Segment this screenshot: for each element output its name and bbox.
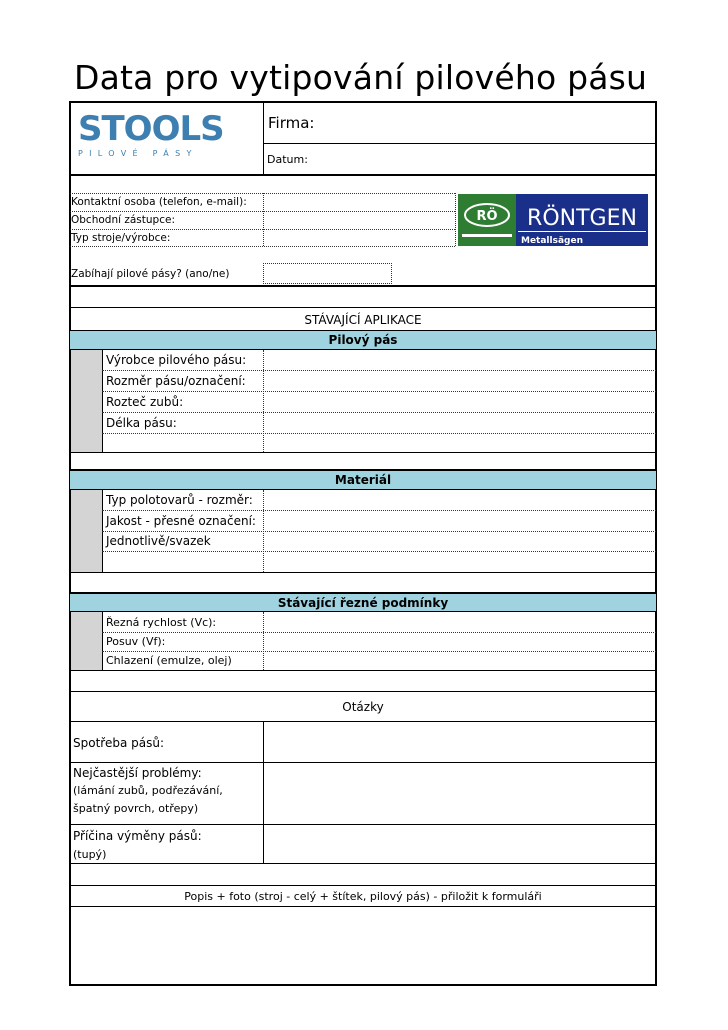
problemy-label: Nejčastější problémy: xyxy=(73,766,202,780)
problemy-hint-2: špatný povrch, otřepy) xyxy=(73,802,199,815)
rezne-grid-vline xyxy=(102,612,103,670)
section-divider xyxy=(70,307,656,308)
obchodni-label: Obchodní zástupce: xyxy=(71,214,175,226)
vyrobce-pasu-field[interactable] xyxy=(265,351,655,369)
pilovy-pas-header: Pilový pás xyxy=(70,330,656,350)
jakost-field[interactable] xyxy=(265,512,655,530)
footer-note: Popis + foto (stroj - celý + štítek, pilový pás) - přiložit k formuláři xyxy=(184,890,542,903)
material-header: Materiál xyxy=(70,470,656,490)
pilovy-pas-row: Délka pásu: xyxy=(106,416,177,430)
pricina-field[interactable] xyxy=(265,825,655,862)
section-divider xyxy=(70,691,656,692)
pilovy-pas-gray-column xyxy=(71,350,102,452)
firma-underline xyxy=(264,143,656,144)
jednotlive-svazek-field[interactable] xyxy=(265,532,655,550)
kontakt-field[interactable] xyxy=(265,194,453,210)
stools-logo-tagline: PILOVÉ PÁSY xyxy=(78,149,198,158)
material-row: Jednotlivě/svazek xyxy=(106,534,211,548)
pilovy-pas-grid-line xyxy=(102,391,656,392)
pilovy-pas-row: Rozměr pásu/označení: xyxy=(106,374,246,388)
roentgen-rule xyxy=(518,231,646,232)
roentgen-logo xyxy=(458,194,648,246)
section-divider xyxy=(70,885,656,886)
pilovy-pas-grid-vline xyxy=(263,350,264,452)
problemy-hint-1: (lámání zubů, podřezávání, xyxy=(73,784,223,797)
pricina-hint: (tupý) xyxy=(73,848,107,861)
material-gray-column xyxy=(71,490,102,572)
rezne-grid-vline xyxy=(263,612,264,670)
pilovy-pas-grid-line xyxy=(102,433,656,434)
kontakt-label: Kontaktní osoba (telefon, e-mail): xyxy=(71,196,247,208)
contact-grid-vline xyxy=(455,193,456,246)
problemy-field[interactable] xyxy=(265,763,655,823)
otazky-grid-line xyxy=(70,863,656,864)
obchodni-field[interactable] xyxy=(265,212,453,228)
typ-stroje-label: Typ stroje/výrobce: xyxy=(71,232,171,244)
zabihaji-label: Zabíhají pilové pásy? (ano/ne) xyxy=(71,268,230,280)
firma-label: Firma: xyxy=(268,114,315,132)
stools-logo-wordmark: STOOLS xyxy=(78,109,224,149)
material-grid-line xyxy=(102,510,656,511)
zabihaji-field[interactable] xyxy=(263,263,392,284)
material-row: Jakost - přesné označení: xyxy=(106,514,256,528)
pilovy-pas-bottom xyxy=(70,452,656,453)
otazky-grid-vline xyxy=(263,721,264,863)
spotreba-label: Spotřeba pásů: xyxy=(73,736,164,750)
pricina-label: Příčina výměny pásů: xyxy=(73,829,202,843)
roentgen-brand-text: RÖNTGEN xyxy=(527,206,637,231)
rezne-bottom xyxy=(70,670,656,671)
roentgen-badge-underline xyxy=(462,234,512,237)
section-title: STÁVAJÍCÍ APLIKACE xyxy=(304,313,422,327)
delka-pasu-field[interactable] xyxy=(265,414,655,432)
roentgen-badge-text: RÖ xyxy=(476,209,498,224)
datum-label: Datum: xyxy=(267,153,308,166)
rezne-row: Chlazení (emulze, olej) xyxy=(106,654,232,667)
page-title: Data pro vytipování pilového pásu xyxy=(74,58,648,97)
stools-logo xyxy=(78,109,238,160)
pilovy-pas-grid-line xyxy=(102,370,656,371)
rozmer-pasu-field[interactable] xyxy=(265,372,655,390)
rezna-rychlost-field[interactable] xyxy=(265,613,655,631)
contact-grid-line xyxy=(70,246,455,247)
roztec-zubu-field[interactable] xyxy=(265,393,655,411)
header-bottom-border xyxy=(70,174,656,176)
pilovy-pas-row: Rozteč zubů: xyxy=(106,395,184,409)
section-divider xyxy=(70,285,656,287)
pilovy-pas-grid-line xyxy=(102,412,656,413)
material-bottom xyxy=(70,572,656,573)
typ-stroje-field[interactable] xyxy=(265,230,453,245)
rezne-gray-column xyxy=(71,612,102,670)
rezne-header: Stávající řezné podmínky xyxy=(70,593,656,612)
pilovy-pas-grid-vline xyxy=(102,350,103,452)
header-divider xyxy=(263,102,264,174)
rezne-row: Řezná rychlost (Vc): xyxy=(106,616,217,629)
contact-grid-vline xyxy=(263,193,264,246)
spotreba-field[interactable] xyxy=(265,722,655,761)
roentgen-sub-text: Metallsägen xyxy=(521,236,583,246)
material-row: Typ polotovarů - rozměr: xyxy=(106,493,253,507)
material-grid-line xyxy=(102,551,656,552)
chlazeni-field[interactable] xyxy=(265,652,655,669)
posuv-field[interactable] xyxy=(265,633,655,650)
pilovy-pas-row: Výrobce pilového pásu: xyxy=(106,353,247,367)
typ-polotovaru-field[interactable] xyxy=(265,491,655,509)
photo-description-area[interactable] xyxy=(71,907,655,984)
otazky-header: Otázky xyxy=(342,700,384,714)
rezne-row: Posuv (Vf): xyxy=(106,635,166,648)
